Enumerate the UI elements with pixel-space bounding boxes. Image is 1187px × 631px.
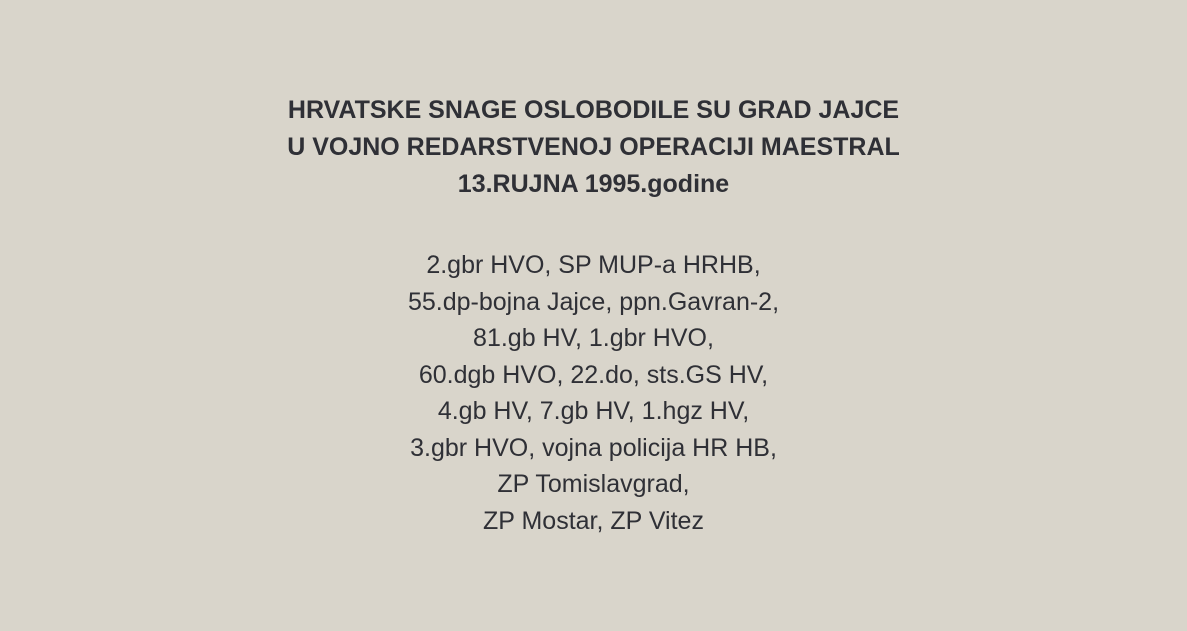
heading-line-1: HRVATSKE SNAGE OSLOBODILE SU GRAD JAJCE (287, 96, 900, 124)
units-line-4: 60.dgb HVO, 22.do, sts.GS HV, (418, 360, 769, 389)
heading-line-2: U VOJNO REDARSTVENOJ OPERACIJI MAESTRAL (287, 133, 900, 161)
heading-line-3: 13.RUJNA 1995.godine (457, 170, 730, 198)
units-line-2: 55.dp-bojna Jajce, ppn.Gavran-2, (407, 287, 780, 316)
units-line-3: 81.gb HV, 1.gbr HVO, (473, 324, 714, 352)
units-line-5: 4.gb HV, 7.gb HV, 1.hgz HV, (437, 397, 750, 425)
units-line-8: ZP Mostar, ZP Vitez (483, 506, 704, 535)
units-line-7: ZP Tomislavgrad, (497, 470, 690, 498)
plaque-heading (0, 92, 1187, 203)
units-line-6: 3.gbr HVO, vojna policija HR HB, (410, 433, 777, 462)
units-list (0, 247, 1187, 539)
units-line-1: 2.gbr HVO, SP MUP-a HRHB, (426, 251, 761, 279)
